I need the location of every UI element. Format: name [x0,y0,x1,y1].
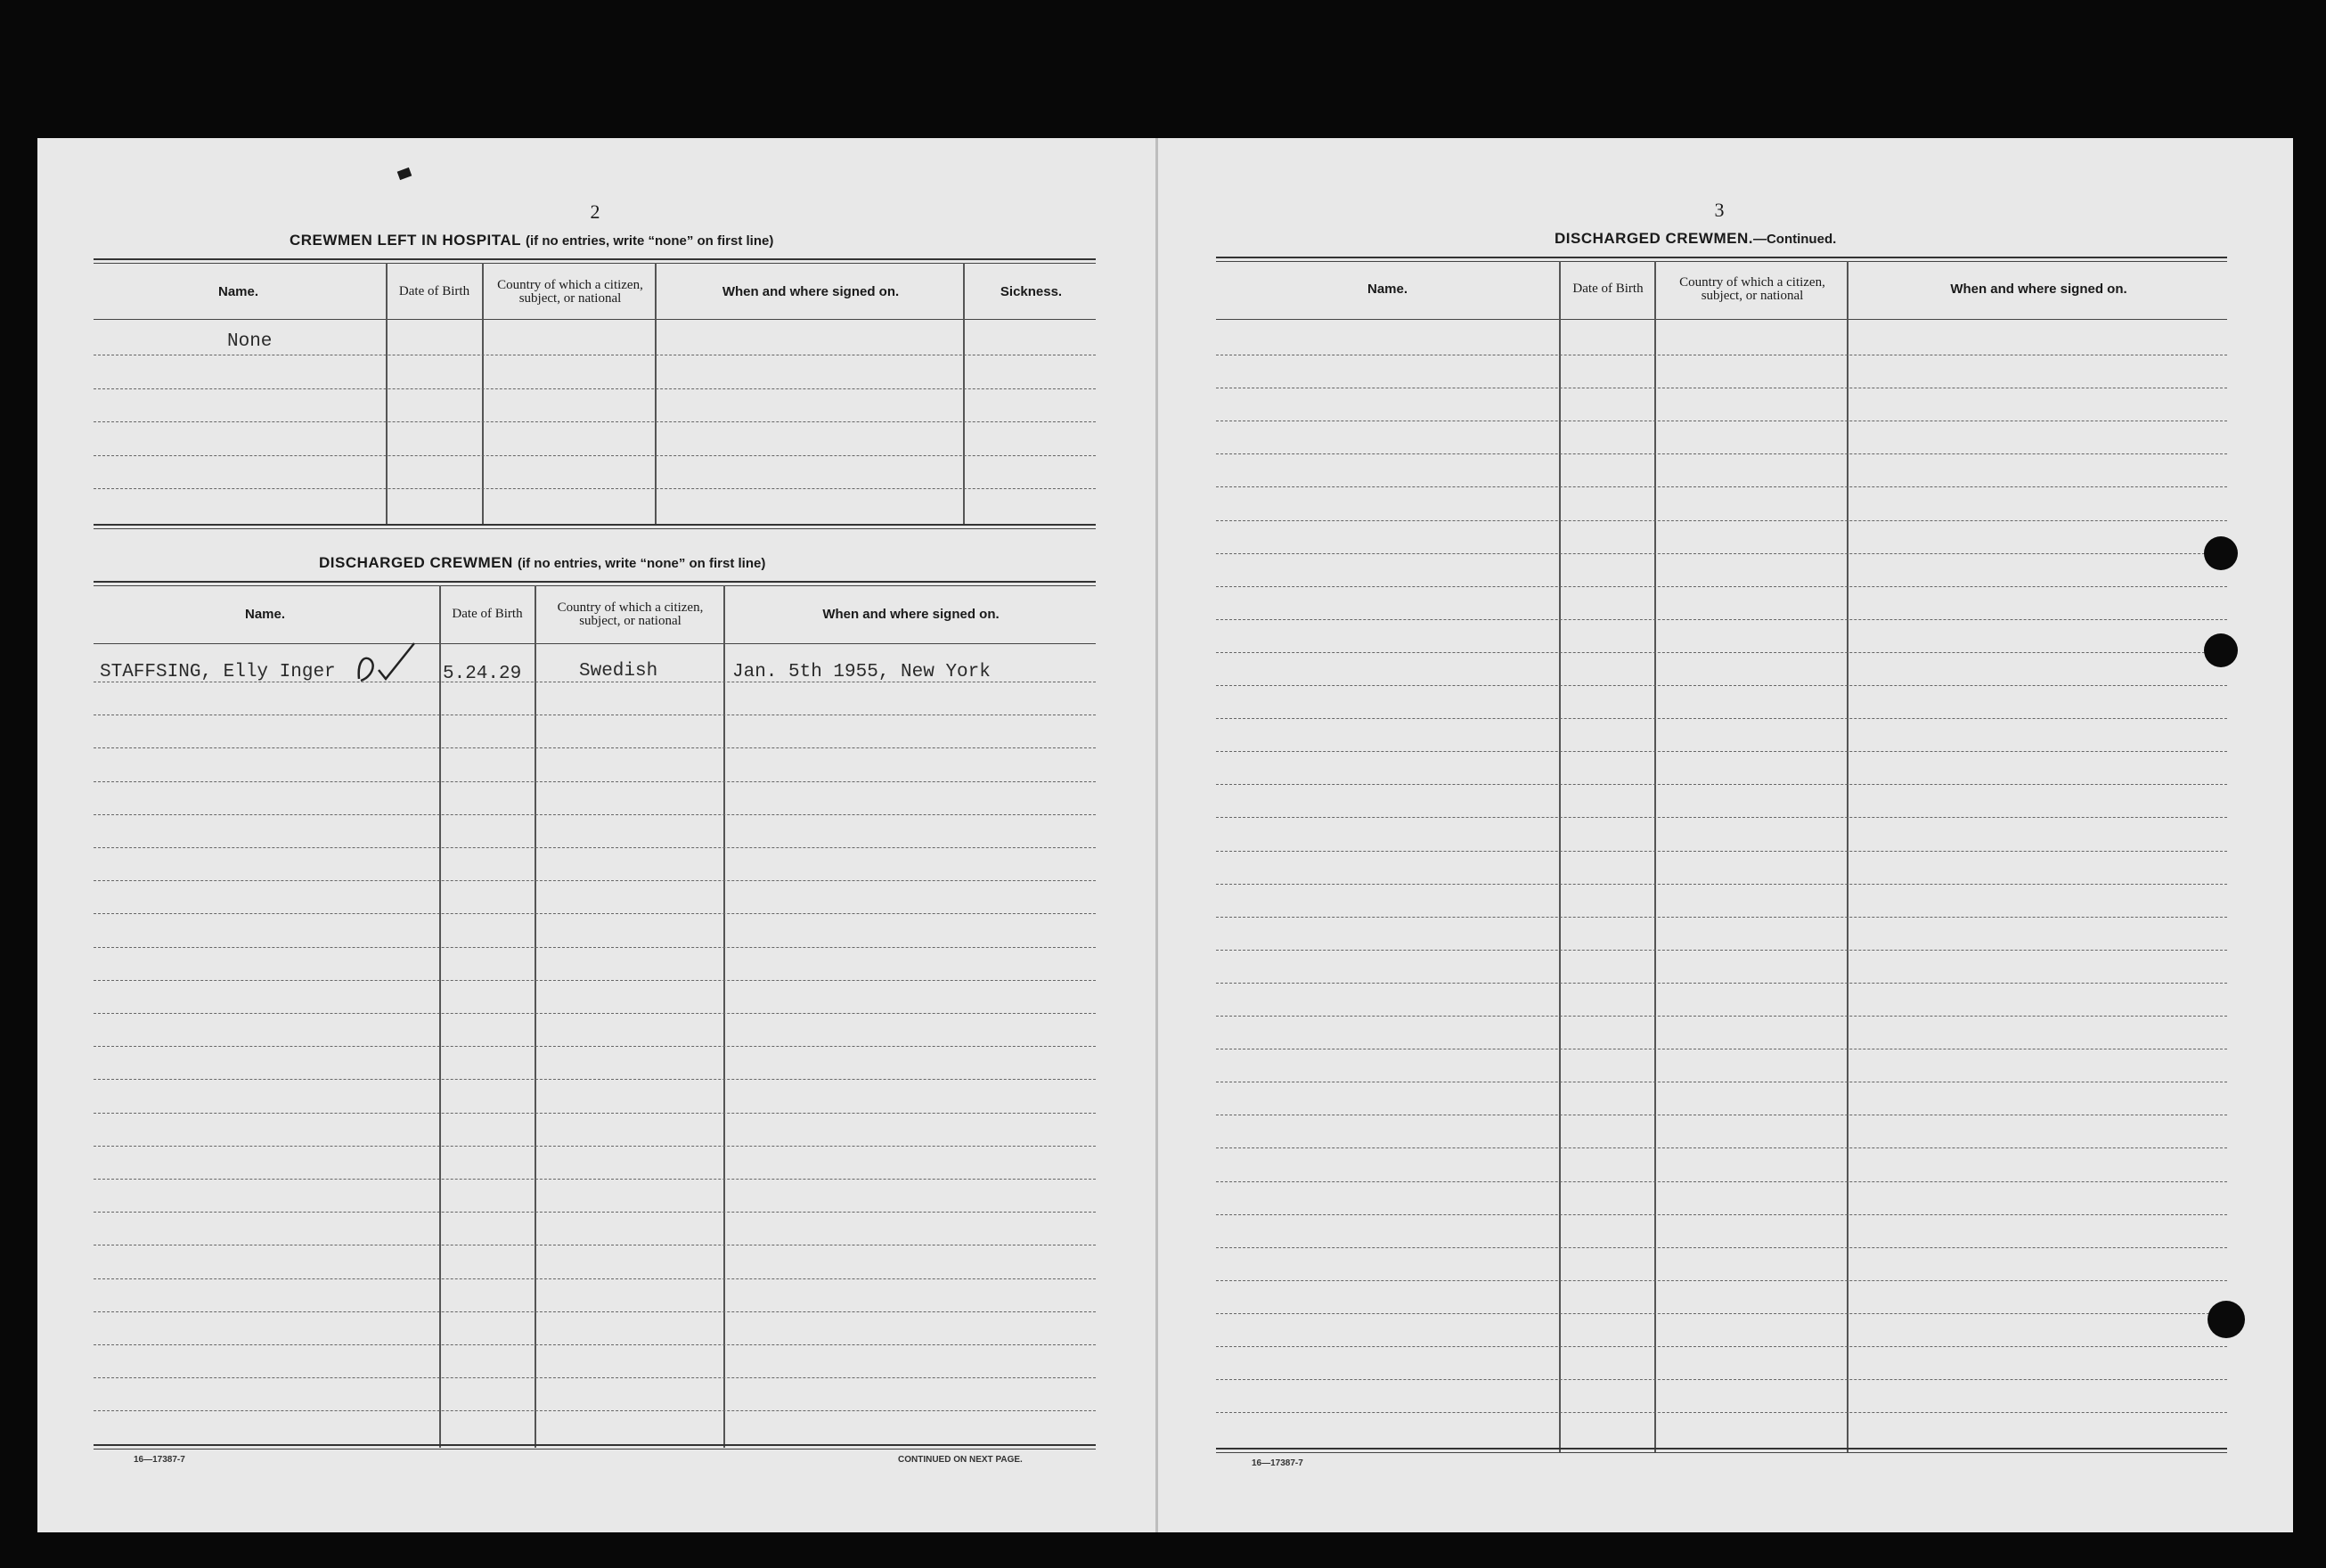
ruled-line [1216,1412,2227,1413]
column-header-date-of-birth: Date of Birth [398,284,470,298]
column-header-name: Name. [244,606,286,622]
ruled-line [94,781,1096,782]
ruled-line [94,1344,1096,1345]
table-rule [1216,1452,2227,1453]
ruled-line [94,1146,1096,1147]
page-fold [1155,138,1158,1532]
ruled-line [1216,453,2227,454]
ruled-line [1216,851,2227,852]
table-rule [1216,1448,2227,1450]
column-header-name: Name. [217,283,259,299]
ruled-line [1216,652,2227,653]
discharged-entry-dob: 5.24.29 [443,664,522,684]
ruled-line [94,455,1096,456]
ruled-line [94,913,1096,914]
discharged-section-title: DISCHARGED CREWMEN (if no entries, write “none” on first line) [319,554,766,571]
page-number: 3 [1714,199,1725,221]
punch-hole [2204,536,2238,570]
column-divider [386,263,388,526]
column-header-date-of-birth: Date of Birth [1572,282,1644,296]
ruled-line [94,1113,1096,1114]
table-rule [94,258,1096,260]
column-header-country: Country of which a citizen, subject, or national [497,277,643,306]
column-header-signed-on: When and where signed on. [722,283,900,299]
ruled-line [94,388,1096,389]
column-divider [1654,261,1656,1452]
ruled-line [1216,1147,2227,1148]
table-rule [94,263,1096,264]
ruled-line [94,1179,1096,1180]
table-rule [94,528,1096,529]
ruled-line [1216,784,2227,785]
ruled-line [1216,1016,2227,1017]
table-rule [94,585,1096,586]
column-divider [1559,261,1561,1452]
ruled-line [1216,718,2227,719]
column-divider [963,263,965,526]
punch-hole [2208,1301,2245,1338]
table-rule [94,643,1096,644]
column-header-name: Name. [1367,281,1408,297]
discharged-entry-name: STAFFSING, Elly Inger [100,662,336,682]
ruled-line [94,947,1096,948]
column-header-date-of-birth: Date of Birth [452,607,523,621]
column-header-signed-on: When and where signed on. [1950,281,2127,297]
table-rule [1216,257,2227,258]
ruled-line [94,1410,1096,1411]
column-divider [482,263,484,526]
ruled-line [1216,1346,2227,1347]
form-number: 16—17387-7 [134,1455,185,1465]
ruled-line [1216,586,2227,587]
document-sheet [37,138,2293,1532]
ruled-line [94,421,1096,422]
ruled-line [1216,520,2227,521]
column-header-signed-on: When and where signed on. [822,606,1000,622]
continued-note: CONTINUED ON NEXT PAGE. [898,1455,1023,1465]
ruled-line [1216,1280,2227,1281]
ruled-line [94,747,1096,748]
ruled-line [94,1046,1096,1047]
table-rule [94,581,1096,583]
ruled-line [1216,917,2227,918]
column-header-country: Country of which a citizen, subject, or national [557,600,704,628]
ruled-line [1216,884,2227,885]
ruled-line [94,880,1096,881]
form-number: 16—17387-7 [1252,1458,1303,1468]
ruled-line [94,1278,1096,1279]
ruled-line [94,1377,1096,1378]
ruled-line [94,488,1096,489]
page-number: 2 [590,200,600,223]
ruled-line [1216,950,2227,951]
ruled-line [1216,1379,2227,1380]
ruled-line [94,1079,1096,1080]
ruled-line [1216,1181,2227,1182]
table-rule [94,319,1096,320]
ruled-line [94,1212,1096,1213]
column-divider [655,263,657,526]
table-rule [1216,319,2227,320]
ruled-line [1216,486,2227,487]
discharged-entry-country: Swedish [579,661,658,682]
discharged-continued-title: DISCHARGED CREWMEN.—Continued. [1555,230,1837,247]
handwritten-checkmark [352,634,423,688]
ruled-line [1216,685,2227,686]
ruled-line [94,814,1096,815]
column-header-sickness: Sickness. [1000,283,1063,299]
hospital-section-title: CREWMEN LEFT IN HOSPITAL (if no entries, write “none” on first line) [290,232,774,249]
hospital-entry-name: None [227,331,273,352]
ruled-line [1216,983,2227,984]
ruled-line [94,847,1096,848]
ruled-line [1216,1214,2227,1215]
ruled-line [1216,1313,2227,1314]
ruled-line [1216,1247,2227,1248]
discharged-entry-signed-on: Jan. 5th 1955, New York [732,662,991,682]
ruled-line [1216,553,2227,554]
table-rule [94,524,1096,526]
punch-hole [2204,633,2238,667]
ruled-line [94,980,1096,981]
ruled-line [94,1013,1096,1014]
column-header-country: Country of which a citizen, subject, or national [1679,274,1825,303]
table-rule [94,1444,1096,1446]
ruled-line [94,1311,1096,1312]
ruled-line [1216,751,2227,752]
table-rule [94,1449,1096,1450]
table-rule [1216,261,2227,262]
column-divider [1847,261,1849,1452]
ruled-line [1216,619,2227,620]
ruled-line [1216,817,2227,818]
